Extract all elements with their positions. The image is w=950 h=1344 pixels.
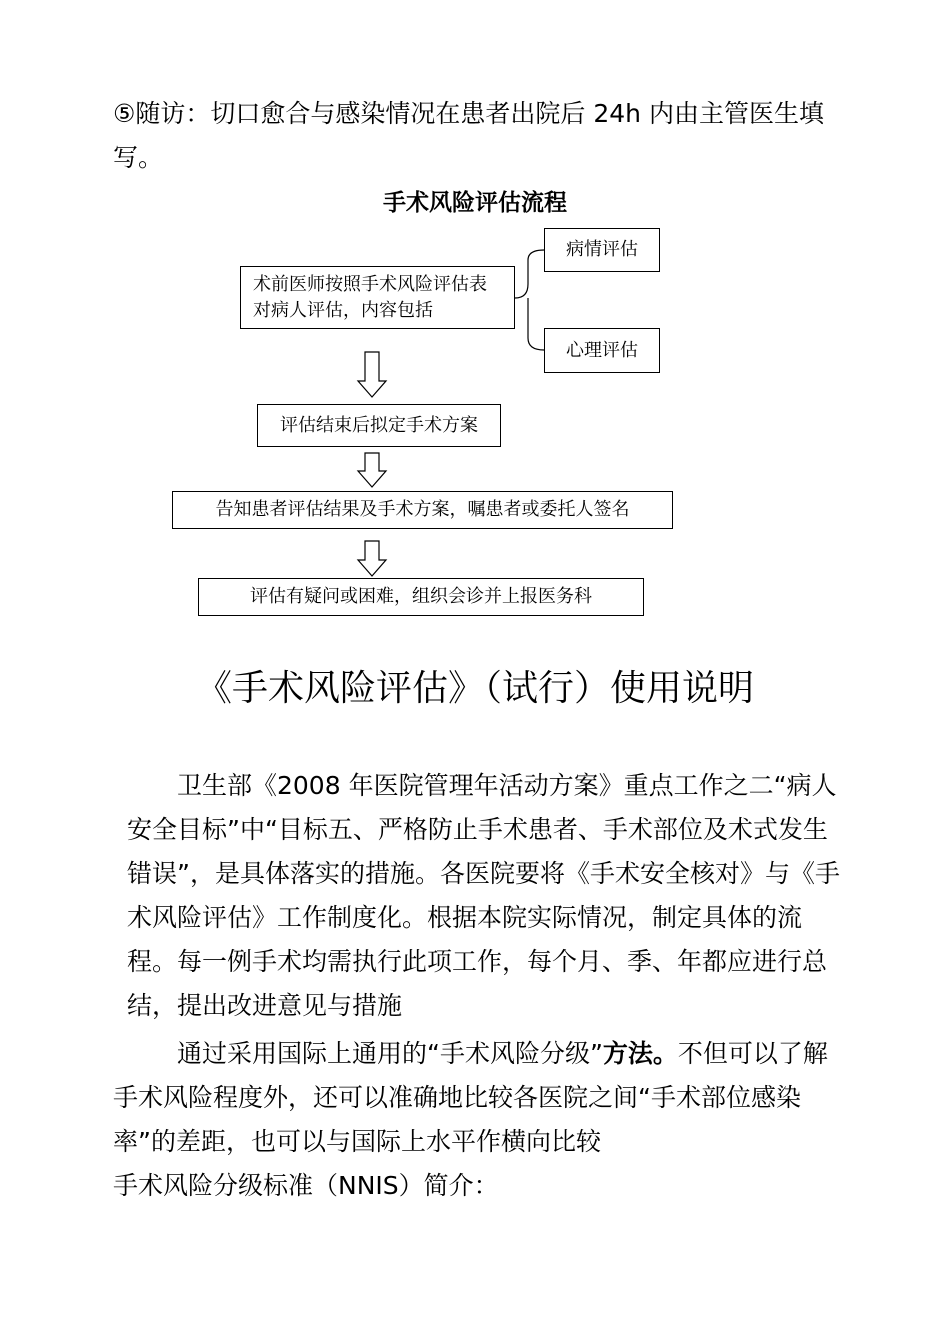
main-title: 《手术风险评估》（试行）使用说明 [195,668,754,709]
method-paragraph-rest: 不但可以了解手术风险程度外，还可以准确地比较各医院之间“手术部位感染率”的差距，也可以与国际上水平作横向比较 [113,1039,828,1156]
down-arrow-icon [358,541,386,576]
branch-brace [515,250,544,350]
preop-assessment-label: 术前医师按照手术风险评估表对病人评估，内容包括 [253,274,487,321]
method-paragraph [113,1032,848,1164]
condition-assessment-label: 病情评估 [566,239,638,260]
preop-assessment-box [240,266,515,329]
intro-paragraph: 卫生部《2008 年医院管理年活动方案》重点工作之二“病人安全目标”中“目标五、严格防止手术患者、手术部位及术式发生错误”，是具体落实的措施。各医院要将《手术安全核对》与《手术风险评估》工作制度化。根据本院实际情况，制定具体的流程。每一例手术均需执行此项工作，每个月、季、年都应进行总结，提出改进意见与措施 [127,771,840,1020]
method-paragraph-bold: 方法。 [602,1039,678,1068]
inform-patient-label: 告知患者评估结果及手术方案，嘱患者或委托人签名 [215,499,630,520]
surgical-plan-label: 评估结束后拟定手术方案 [280,414,478,436]
psychological-assessment-box [544,328,660,373]
followup-paragraph: ⑤随访：切口愈合与感染情况在患者出院后 24h 内由主管医生填写。 [113,99,824,172]
flowchart-title: 手术风险评估流程 [383,190,567,216]
inform-patient-box [172,491,673,529]
surgical-plan-box [257,404,501,447]
method-paragraph-lead: 通过采用国际上通用的“手术风险分级” [177,1039,603,1068]
consultation-box [198,578,644,616]
down-arrow-icon [358,352,386,397]
psychological-assessment-label: 心理评估 [566,339,638,361]
nnis-intro-line: 手术风险分级标准（NNIS）简介： [113,1171,499,1200]
down-arrow-icon [358,453,386,487]
consultation-label: 评估有疑问或困难，组织会诊并上报医务科 [250,586,592,607]
condition-assessment-box [544,228,660,272]
